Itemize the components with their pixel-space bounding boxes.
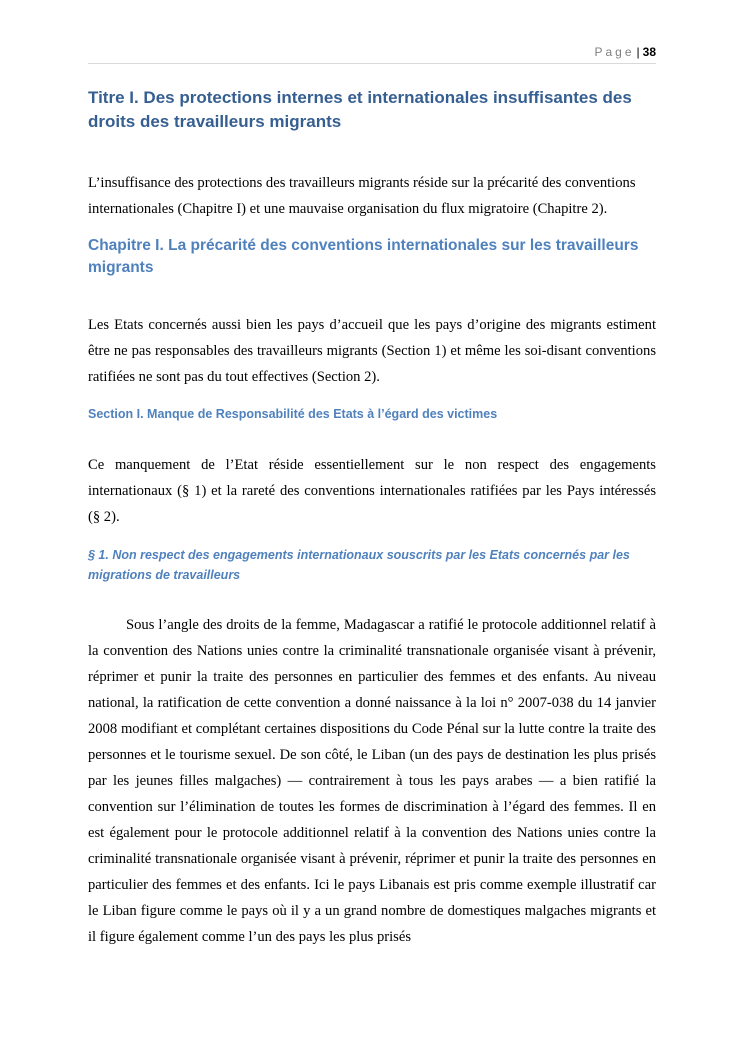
chapter-intro-paragraph: Les Etats concernés aussi bien les pays d’accueil que les pays d’origine des migrants estiment être ne pas responsables des travailleurs migrants (Section 1) et même les soi-disant conventions ratifiées ne sont pas du tout effectives (Section 2). (88, 317, 656, 385)
section-heading: Section I. Manque de Responsabilité des Etats à l’égard des victimes (88, 407, 498, 421)
page-header (88, 42, 656, 64)
body-paragraph: Sous l’angle des droits de la femme, Madagascar a ratifié le protocole additionnel relatif à la convention des Nations unies contre la criminalité transnationale organisée visant à prévenir, réprimer et punir la traite des personnes en particulier des femmes et des enfants. Au niveau national, la ratification de cette convention a donné naissance à la loi n° 2007-038 du 14 janvier 2008 modifiant et complétant certaines dispositions du Code Pénal sur la lutte contre la traite des personnes et le tourisme sexuel. De son côté, le Liban (un des pays de destination les plus prisés par les jeunes filles malgaches) ― contrairement à tous les pays arabes ― a bien ratifié la convention sur l’élimination de toutes les formes de discrimination à l’égard des femmes. Il en est également pour le protocole additionnel relatif à la convention des Nations unies contre la criminalité transnationale organisée visant à prévenir, réprimer et punir la traite des personnes en particulier des femmes et des enfants. Ici le pays Libanais est pris comme exemple illustratif car le Liban figure comme le pays où il y a un grand nombre de domestiques malgaches migrants et il figure également comme l’un des pays les plus prisés (88, 617, 656, 945)
page-separator: | (636, 45, 640, 59)
title-intro-paragraph: L’insuffisance des protections des travailleurs migrants réside sur la précarité des conventions internationales (Chapitre I) et une mauvaise organisation du flux migratoire (Chapitre 2). (88, 175, 636, 217)
page-label: Page (594, 45, 635, 59)
title-heading: Titre I. Des protections internes et internationales insuffisantes des droits des travailleurs migrants (88, 88, 632, 131)
section-intro-paragraph: Ce manquement de l’Etat réside essentiellement sur le non respect des engagements internationaux (§ 1) et la rareté des conventions internationales ratifiées par les Pays intéressés (§ 2). (88, 457, 656, 525)
chapter-heading: Chapitre I. La précarité des conventions internationales sur les travailleurs migrants (88, 237, 639, 276)
page-number: 38 (642, 45, 656, 59)
paragraph-heading: § 1. Non respect des engagements internationaux souscrits par les Etats concernés par les migrations de travailleurs (88, 548, 630, 582)
